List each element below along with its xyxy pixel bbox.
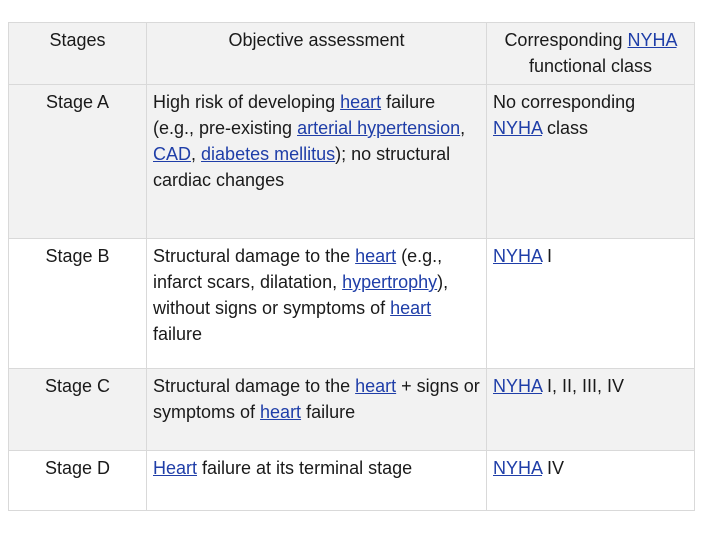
objective-cell: High risk of developing heart failure (e.g., pre-existing arterial hypertension, CAD, diabetes mellitus); no structural cardiac changes — [147, 85, 487, 239]
term-link[interactable]: heart — [340, 92, 382, 112]
heart-failure-stages-table — [8, 22, 695, 511]
term-link[interactable]: NYHA — [493, 118, 543, 138]
stage-cell: Stage B — [9, 239, 147, 369]
term-link[interactable]: diabetes mellitus — [201, 144, 336, 164]
term-link[interactable]: NYHA — [627, 30, 677, 50]
table-row — [9, 451, 695, 511]
table-row — [9, 239, 695, 369]
stage-cell: Stage A — [9, 85, 147, 239]
objective-cell: Structural damage to the heart (e.g., infarct scars, dilatation, hypertrophy), without signs or symptoms of heart failure — [147, 239, 487, 369]
term-link[interactable]: CAD — [153, 144, 192, 164]
table-row — [9, 85, 695, 239]
nyha-cell: NYHA I — [487, 239, 695, 369]
stages-table-wrapper — [8, 22, 694, 510]
table-row — [9, 369, 695, 451]
term-link[interactable]: heart — [390, 298, 432, 318]
stage-cell: Stage D — [9, 451, 147, 511]
term-link[interactable]: NYHA — [493, 458, 543, 478]
header-objective-assessment: Objective assessment — [147, 23, 487, 85]
nyha-cell: No corresponding NYHA class — [487, 85, 695, 239]
term-link[interactable]: heart — [355, 246, 397, 266]
nyha-cell: NYHA IV — [487, 451, 695, 511]
term-link[interactable]: NYHA — [493, 246, 543, 266]
term-link[interactable]: arterial hypertension — [297, 118, 461, 138]
objective-cell: Heart failure at its terminal stage — [147, 451, 487, 511]
term-link[interactable]: NYHA — [493, 376, 543, 396]
objective-cell: Structural damage to the heart + signs or symptoms of heart failure — [147, 369, 487, 451]
header-stages: Stages — [9, 23, 147, 85]
term-link[interactable]: heart — [260, 402, 302, 422]
table-header-row — [9, 23, 695, 85]
nyha-cell: NYHA I, II, III, IV — [487, 369, 695, 451]
term-link[interactable]: hypertrophy — [342, 272, 438, 292]
stage-cell: Stage C — [9, 369, 147, 451]
term-link[interactable]: Heart — [153, 458, 198, 478]
header-nyha-class: Corresponding NYHA functional class — [487, 23, 695, 85]
term-link[interactable]: heart — [355, 376, 397, 396]
